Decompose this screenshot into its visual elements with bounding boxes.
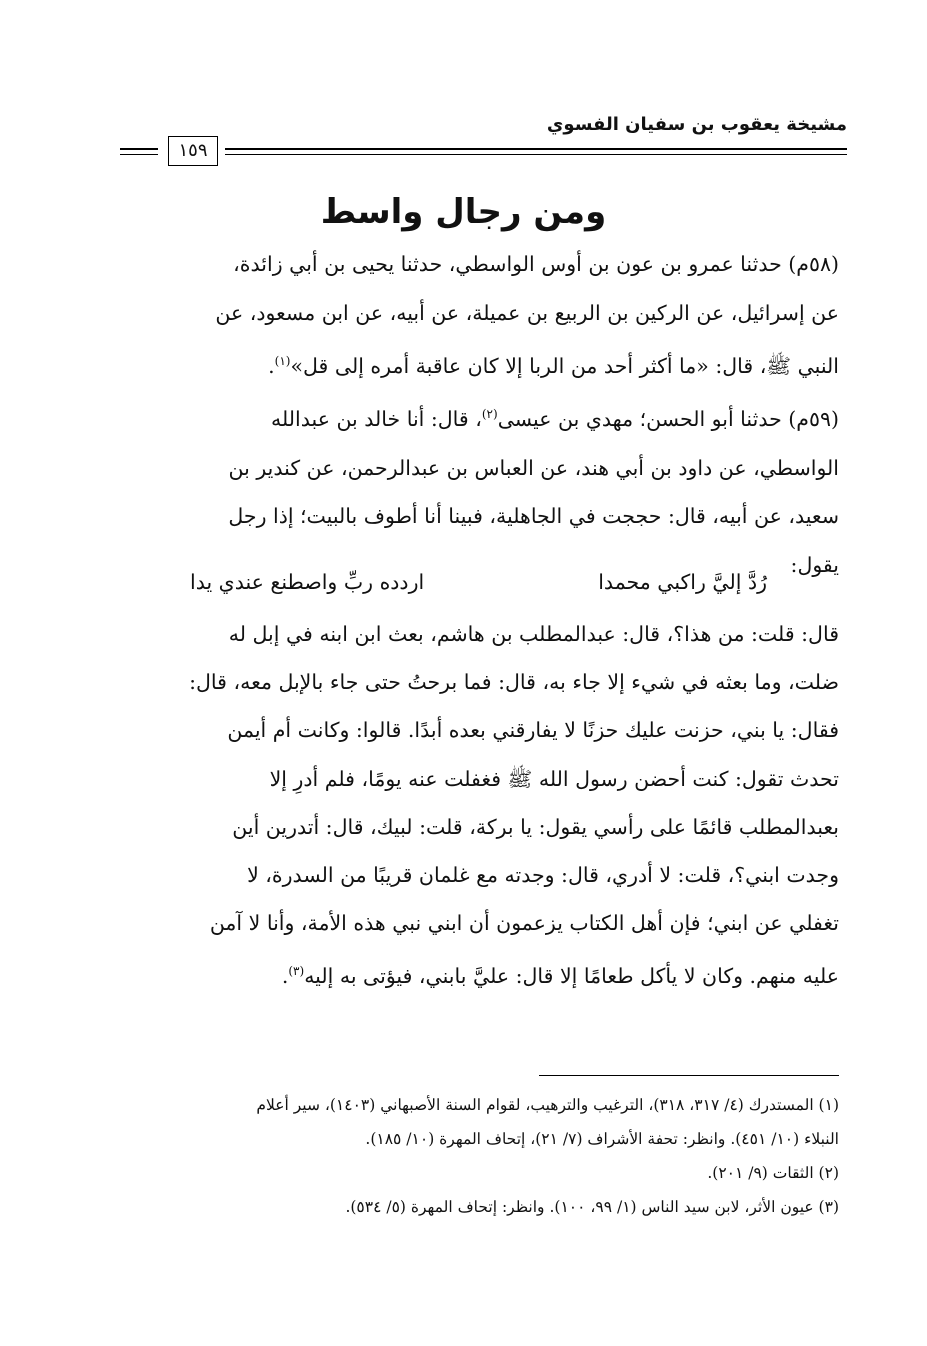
hadith-59-line-4: يقول: (790, 552, 839, 577)
page-header (120, 108, 847, 168)
continuation-line-4: تحدث تقول: كنت أحضن رسول الله ﷺ فغفلت عنه يومًا، فلم أدرِ إلا (269, 766, 839, 791)
continuation-line-8-text: عليه منهم. وكان لا يأكل طعامًا إلا قال: عليَّ بابني، فيؤتى به إليه (304, 964, 839, 989)
poem-verse (190, 570, 767, 610)
hadith-58-line-1: (٥٨م) حدثنا عمرو بن عون بن أوس الواسطي، حدثنا يحيى بن أبي زائدة، (233, 252, 839, 276)
footnote-divider (539, 1075, 839, 1076)
header-rule (225, 148, 847, 155)
footnote-ref-3: (٣) (288, 964, 305, 979)
hadith-58-59 (123, 240, 839, 589)
footnote-3: (٣) عيون الأثر، لابن سيد الناس (١/ ٩٩، ١٠٠). وانظر: إتحاف المهرة (٥/ ٥٣٤). (345, 1198, 839, 1216)
verse-first-hemistich: رُدَّ إليَّ راكبي محمدا (598, 570, 767, 594)
continuation-line-3: فقال: يا بني، حزنت عليك حزنًا لا يفارقني بعده أبدًا. قالوا: وكانت أم أيمن (227, 718, 839, 743)
footnote-1-line-2: النبلاء (١٠/ ٤٥١). وانظر: تحفة الأشراف (٧/ ٢١)، إتحاف المهرة (١٠/ ١٨٥). (365, 1130, 839, 1148)
hadith-59-line-3: سعيد، عن أبيه، قال: حججت في الجاهلية، فبينا أنا أطوف بالبيت؛ إذا رجل (228, 504, 839, 529)
continuation-line-2: ضلت، وما بعثه في شيء إلا جاء به، قال: فما برحتُ حتى جاء بالإبل معه، قال: (189, 670, 839, 695)
footnote-ref-1: (١) (274, 354, 291, 368)
header-rule-short (120, 148, 158, 155)
page-number: ١٥٩ (168, 136, 218, 166)
section-heading: ومن رجال واسط (320, 192, 607, 232)
hadith-59-line-2: الواسطي، عن داود بن أبي هند، عن العباس بن عبدالرحمن، عن كندير بن (228, 455, 839, 480)
footnotes (123, 1088, 839, 1224)
footnote-ref-2: (٢) (481, 407, 498, 422)
continuation-line-6: وجدت ابني؟، قلت: لا أدري، قال: وجدته مع غلمان قريبًا من السدرة، لا (247, 863, 839, 888)
continuation-line-5: بعبدالمطلب قائمًا على رأسي يقول: يا بركة، قلت: لبيك، قال: أتدرين أين (232, 814, 839, 839)
hadith-59-line-1 (123, 390, 839, 443)
hadith-58-line-3-text: النبي ﷺ، قال: «ما أكثر أحد من الربا إلا كان عاقبة أمره إلى قل» (290, 353, 839, 378)
footnote-2: (٢) الثقات (٩/ ٢٠١). (707, 1164, 839, 1182)
footnote-1-line-1: (١) المستدرك (٤/ ٣١٧، ٣١٨)، الترغيب والترهيب، لقوام السنة الأصبهاني (١٤٠٣)، سير أعلام (256, 1096, 839, 1114)
continuation-line-1: قال: قلت: من هذا؟، قال: عبدالمطلب بن هاشم، بعث ابن ابنه في إبل له (228, 622, 839, 646)
hadith-58-line-2: عن إسرائيل، عن الركين بن الربيع بن عميلة، عن أبيه، عن ابن مسعود، عن (215, 300, 839, 325)
hadith-59-line-1a: (٥٩م) حدثنا أبو الحسن؛ مهدي بن عيسى (497, 407, 839, 432)
verse-second-hemistich: اردده ربِّ واصطنع عندي يدا (190, 570, 425, 594)
book-title: مشيخة يعقوب بن سفيان الفسوي (546, 114, 847, 135)
hadith-58-line-3: النبي ﷺ، قال: «ما أكثر أحد من الربا إلا كان عاقبة أمره إلى قل»$^{(١)}$. (268, 353, 839, 378)
continuation-line-7: تغفلي عن ابني؛ فإن أهل الكتاب يزعمون أن ابني نبي هذه الأمة، وأنا لا آمن (209, 911, 839, 936)
continuation-line-8: عليه منهم. وكان لا يأكل طعامًا إلا قال: عليَّ بابني، فيؤتى به إليه$^{(٣)}$. (281, 964, 839, 989)
hadith-59-line-1b: ، قال: أنا خالد بن عبدالله (271, 407, 482, 432)
hadith-59-continuation (123, 610, 839, 1000)
